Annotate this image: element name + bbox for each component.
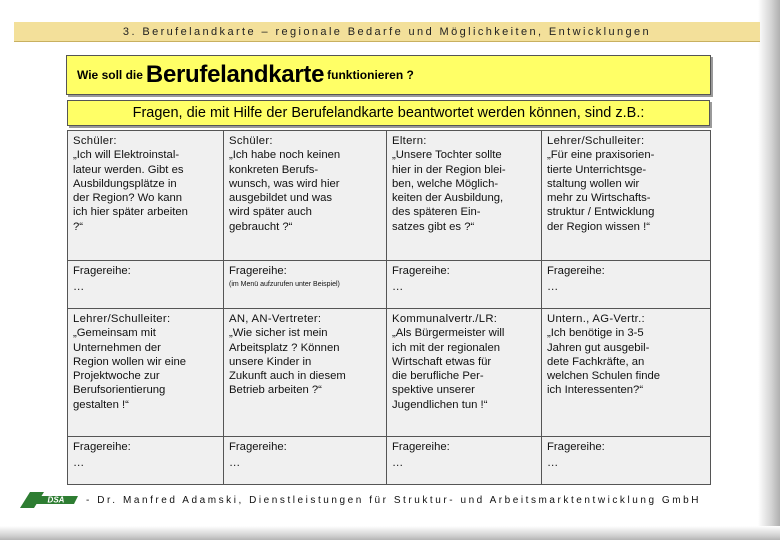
persona-cell: [68, 309, 224, 437]
fragereihe-label: Fragereihe:: [547, 441, 605, 453]
persona-label: Schüler:: [73, 135, 117, 147]
fragereihe-label: Fragereihe:: [392, 441, 450, 453]
footer-text: - Dr. Manfred Adamski, Dienstleistungen für Struktur- und Arbeitsmarktentwicklung GmbH: [86, 494, 702, 506]
fragereihe-cell: [542, 437, 711, 485]
persona-row-2: [68, 309, 711, 437]
persona-label: Schüler:: [229, 135, 273, 147]
dsa-logo-icon: [14, 490, 78, 510]
fragereihe-dots: …: [229, 457, 241, 470]
fragereihe-label: Fragereihe:: [229, 441, 287, 453]
persona-quote: „Als Bürgermeister will ich mit der regionalen Wirtschaft etwas für die berufliche Per- spektive unserer Jugendlichen tun !“: [392, 327, 505, 411]
fragereihe-cell: [68, 437, 224, 485]
persona-cell: [542, 309, 711, 437]
title-main: Berufelandkarte: [145, 61, 325, 88]
fragereihe-cell: [387, 261, 542, 309]
persona-cell: [224, 309, 387, 437]
persona-label: Kommunalvertr./LR:: [392, 313, 498, 325]
fragereihe-cell: [542, 261, 711, 309]
persona-row-1: [68, 131, 711, 261]
fragereihe-dots: …: [73, 457, 85, 470]
fragereihe-label: Fragereihe:: [547, 265, 605, 277]
fragereihe-label: Fragereihe:: [73, 265, 131, 277]
fragereihe-label: Fragereihe:: [73, 441, 131, 453]
slide-shadow-right: [758, 0, 780, 540]
slide-shadow-bottom: [0, 526, 780, 540]
dsa-logo: [14, 490, 78, 510]
persona-label: AN, AN-Vertreter:: [229, 313, 322, 325]
persona-cell: [224, 131, 387, 261]
persona-quote: „Ich habe noch keinen konkreten Berufs- wunsch, was wird hier ausgebildet und was wird später auch gebraucht ?“: [229, 149, 341, 233]
fragereihe-row-2: [68, 437, 711, 485]
header-bar: [14, 22, 760, 42]
fragereihe-dots: …: [73, 281, 85, 294]
fragereihe-dots: …: [392, 281, 404, 294]
persona-label: Lehrer/Schulleiter:: [547, 135, 645, 147]
persona-quote: „Wie sicher ist mein Arbeitsplatz ? Können unsere Kinder in Zukunft auch in diesem Betrieb arbeiten ?“: [229, 327, 346, 397]
title-post: funktionieren ?: [327, 68, 414, 82]
persona-quote: „Gemeinsam mit Unternehmen der Region wollen wir eine Projektwoche zur Berufsorientierung gestalten !“: [73, 327, 187, 411]
persona-cell: [68, 131, 224, 261]
persona-cell: [387, 131, 542, 261]
fragereihe-dots: …: [547, 457, 559, 470]
fragereihe-label: Fragereihe:: [392, 265, 450, 277]
fragereihe-cell: [387, 437, 542, 485]
fragereihe-dots: …: [547, 281, 559, 294]
persona-label: Eltern:: [392, 135, 427, 147]
fragereihe-cell: [224, 437, 387, 485]
fragereihe-cell: [68, 261, 224, 309]
persona-quote: „Ich benötige in 3-5 Jahren gut ausgebil- dete Fachkräfte, an welchen Schulen finde ich Interessenten?“: [547, 327, 661, 397]
persona-quote: „Unsere Tochter sollte hier in der Region blei- ben, welche Möglich- keiten der Ausbildung, des späteren Ein- satzes gibt es ?“: [392, 149, 506, 233]
title-box: [66, 55, 711, 95]
persona-label: Untern., AG-Vertr.:: [547, 313, 645, 325]
title-pre: Wie soll die: [77, 68, 143, 82]
question-text: Fragen, die mit Hilfe der Berufelandkarte beantwortet werden können, sind z.B.:: [132, 105, 645, 121]
question-bar: [67, 100, 710, 126]
logo-text: DSA: [47, 495, 65, 505]
persona-cell: [542, 131, 711, 261]
header-title: 3. Berufelandkarte – regionale Bedarfe und Möglichkeiten, Entwicklungen: [122, 25, 652, 38]
footer: [14, 490, 760, 510]
persona-quote: „Für eine praxisorien- tierte Unterrichtsge- staltung wollen wir mehr zu Wirtschafts- struktur / Entwicklung der Region wissen !“: [547, 149, 655, 233]
question-grid: [67, 130, 711, 485]
persona-label: Lehrer/Schulleiter:: [73, 313, 171, 325]
fragereihe-row-1: [68, 261, 711, 309]
fragereihe-note: (im Menü aufzurufen unter Beispiel): [229, 281, 340, 289]
fragereihe-label: Fragereihe:: [229, 265, 287, 277]
persona-cell: [387, 309, 542, 437]
persona-quote: „Ich will Elektroinstal- lateur werden. Gibt es Ausbildungsplätze in der Region? Wo kann ich hier später arbeiten ?“: [73, 149, 188, 233]
fragereihe-dots: …: [392, 457, 404, 470]
fragereihe-cell: [224, 261, 387, 309]
